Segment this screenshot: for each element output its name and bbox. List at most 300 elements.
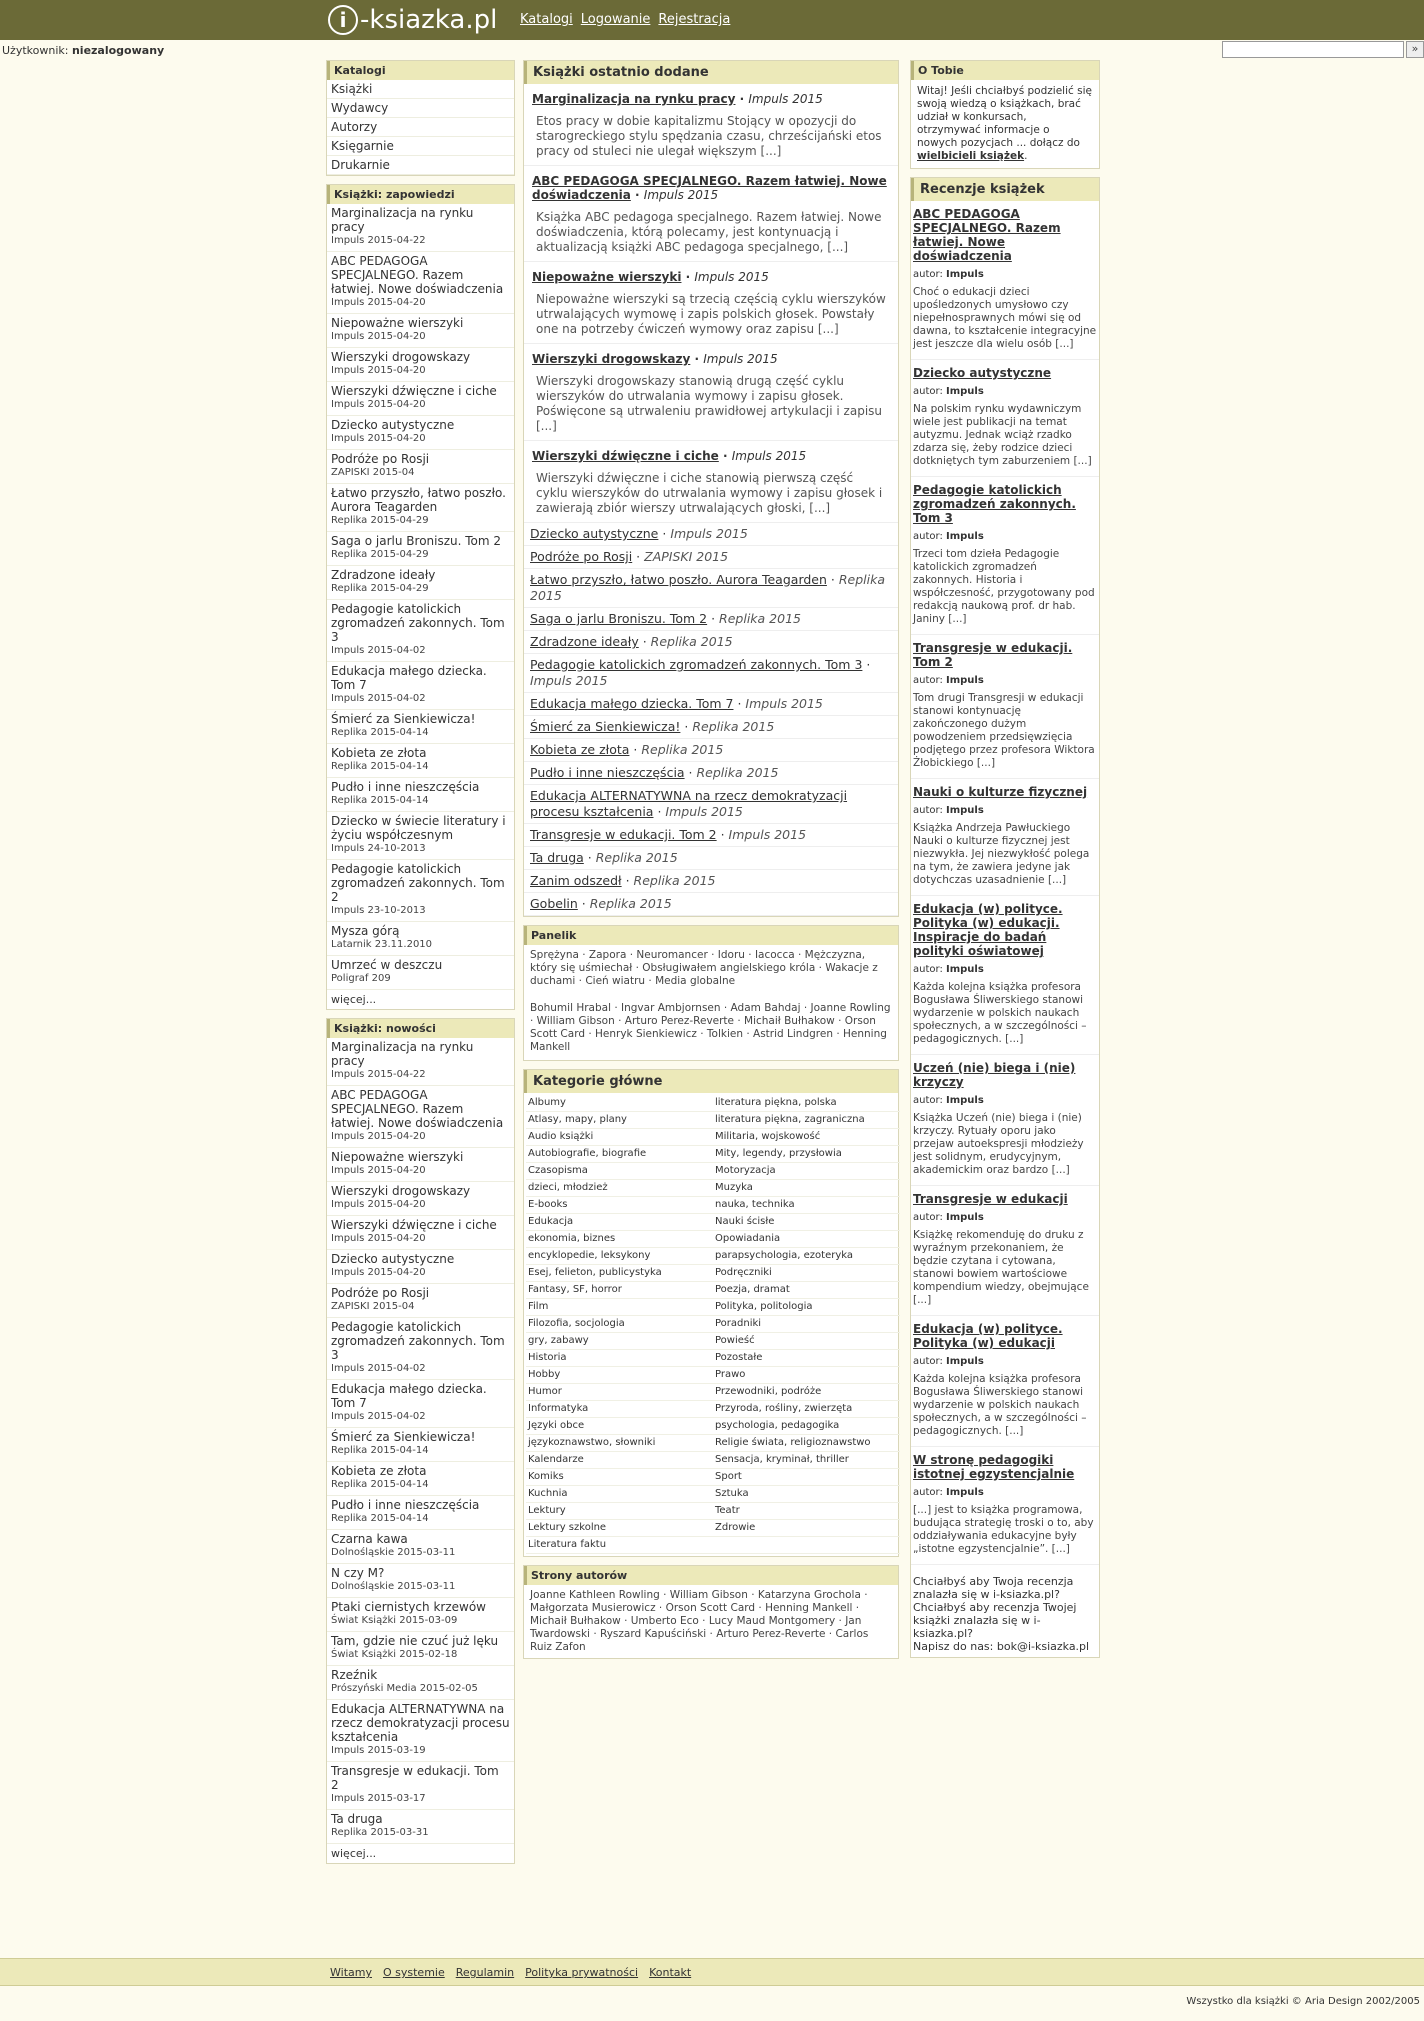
footer-link-o-systemie[interactable]: O systemie bbox=[382, 1966, 445, 1979]
category-item[interactable]: gry, zabawy bbox=[526, 1333, 713, 1350]
about-title: O Tobie bbox=[911, 61, 1099, 80]
review-title-link[interactable]: Pedagogie katolickich zgromadzeń zakonnych. Tom 3 bbox=[913, 483, 1076, 525]
review-author bbox=[913, 1356, 1097, 1367]
featured-book-desc: Etos pracy w dobie kapitalizmu Stojący w opozycji do starogreckiego stylu spędzania czasu, chrześcijański etos pracy od stuleci nie ulegał większym [...] bbox=[536, 114, 882, 158]
review-title bbox=[913, 1192, 1097, 1206]
book-title[interactable]: Ptaki ciernistych krzewów bbox=[331, 1600, 486, 1614]
book-list-item[interactable] bbox=[327, 1216, 514, 1250]
featured-book-heading: Wierszyki dźwięczne i ciche · Impuls 2015 bbox=[532, 449, 807, 463]
reviews-footer bbox=[911, 1565, 1099, 1657]
reviews-foot-line: Chciałbyś aby recenzja Twojej książki znalazła się w i-ksiazka.pl? bbox=[913, 1601, 1077, 1640]
category-item[interactable]: psychologia, pedagogika bbox=[713, 1418, 900, 1435]
recent-book-title[interactable]: Transgresje w edukacji. Tom 2 bbox=[530, 827, 717, 842]
recent-book-row: Dziecko autystyczne · Impuls 2015 bbox=[524, 523, 898, 546]
category-item[interactable]: Mity, legendy, przysłowia bbox=[713, 1146, 900, 1163]
book-title[interactable]: Mysza górą bbox=[331, 924, 400, 938]
review-title bbox=[913, 1322, 1097, 1350]
book-title[interactable]: N czy M? bbox=[331, 1566, 385, 1580]
category-item[interactable]: Sztuka bbox=[713, 1486, 900, 1503]
category-item[interactable]: Pozostałe bbox=[713, 1350, 900, 1367]
review-author-name: Impuls bbox=[946, 1212, 984, 1223]
recent-book-title[interactable]: Edukacja ALTERNATYWNA na rzecz demokratyzacji procesu kształcenia bbox=[530, 788, 848, 819]
book-publisher-date: Replika 2015-04-14 bbox=[331, 1479, 429, 1490]
top-nav bbox=[520, 12, 730, 27]
book-list-item[interactable] bbox=[327, 450, 514, 484]
recent-book-title[interactable]: Zdradzone ideały bbox=[530, 634, 639, 649]
catalog-item[interactable]: Drukarnie bbox=[327, 156, 514, 175]
book-publisher-date: Impuls 2015-04-02 bbox=[331, 1363, 426, 1374]
category-item[interactable]: Informatyka bbox=[526, 1401, 713, 1418]
recent-book-row: Śmierć za Sienkiewicza! · Replika 2015 bbox=[524, 716, 898, 739]
catalog-item[interactable]: Księgarnie bbox=[327, 137, 514, 156]
book-publisher-date: Impuls 2015-04-22 bbox=[331, 1069, 426, 1080]
upcoming-more-link[interactable]: więcej... bbox=[331, 993, 377, 1006]
category-item[interactable]: Prawo bbox=[713, 1367, 900, 1384]
book-list-item[interactable] bbox=[327, 1250, 514, 1284]
recent-book-publisher: Impuls 2015 bbox=[665, 804, 743, 819]
middle-column bbox=[523, 60, 899, 1667]
category-item[interactable]: Filozofia, socjologia bbox=[526, 1316, 713, 1333]
book-publisher-date: Impuls 2015-04-20 bbox=[331, 1165, 426, 1176]
category-item[interactable]: Opowiadania bbox=[713, 1231, 900, 1248]
categories-title: Kategorie główne bbox=[524, 1070, 898, 1093]
contact-email[interactable]: Napisz do nas: bok@i-ksiazka.pl bbox=[913, 1640, 1090, 1653]
book-list-item[interactable] bbox=[327, 662, 514, 710]
category-item[interactable]: Poezja, dramat bbox=[713, 1282, 900, 1299]
book-title[interactable]: Śmierć za Sienkiewicza! bbox=[331, 712, 476, 726]
search-button[interactable]: » bbox=[1406, 41, 1424, 58]
category-item[interactable]: Powieść bbox=[713, 1333, 900, 1350]
featured-book bbox=[524, 166, 898, 262]
category-item[interactable]: E-books bbox=[526, 1197, 713, 1214]
recent-book-title[interactable]: Zanim odszedł bbox=[530, 873, 622, 888]
review-author-label: autor: bbox=[913, 805, 943, 816]
book-title[interactable]: Pudło i inne nieszczęścia bbox=[331, 1498, 480, 1512]
book-list-item[interactable] bbox=[327, 1564, 514, 1598]
book-list-item[interactable] bbox=[327, 1462, 514, 1496]
book-title[interactable]: Pedagogie katolickich zgromadzeń zakonnych. Tom 3 bbox=[331, 1320, 505, 1362]
featured-book-desc: Wierszyki drogowskazy stanowią drugą część cyklu wierszyków do utrwalania wymowy i zapisu głosek. Poświęcone są utrwaleniu prawidłowej artykulacji i zapisu [...] bbox=[536, 374, 883, 433]
authors-box bbox=[523, 1565, 899, 1659]
review-item bbox=[911, 477, 1099, 635]
category-item[interactable]: dzieci, młodzież bbox=[526, 1180, 713, 1197]
category-item[interactable]: Muzyka bbox=[713, 1180, 900, 1197]
category-item[interactable]: encyklopedie, leksykony bbox=[526, 1248, 713, 1265]
category-item[interactable]: literatura piękna, zagraniczna bbox=[713, 1112, 900, 1129]
authors-text[interactable]: Joanne Kathleen Rowling · William Gibson · Katarzyna Grochola · Małgorzata Musierowicz · Orson Scott Card · Henning Mankell · Michaił Bułhakow · Umberto Eco · Lucy Maud Montgomery · Jan Twardowski · Ryszard Kapuściński · Arturo Perez-Reverte · Carlos Ruiz Zafon bbox=[530, 1589, 869, 1653]
category-item[interactable]: Podręczniki bbox=[713, 1265, 900, 1282]
book-list-item[interactable] bbox=[327, 1318, 514, 1380]
recent-book-title[interactable]: Dziecko autystyczne bbox=[530, 526, 659, 541]
nav-logowanie[interactable]: Logowanie bbox=[580, 12, 651, 27]
book-title[interactable]: Pedagogie katolickich zgromadzeń zakonnych. Tom 3 bbox=[331, 602, 505, 644]
category-item[interactable]: Humor bbox=[526, 1384, 713, 1401]
category-item[interactable]: Przyroda, rośliny, zwierzęta bbox=[713, 1401, 900, 1418]
book-publisher-date: Replika 2015-04-14 bbox=[331, 795, 429, 806]
review-author-label: autor: bbox=[913, 1212, 943, 1223]
book-list-item[interactable] bbox=[327, 956, 514, 990]
recent-book-publisher: Impuls 2015 bbox=[670, 526, 748, 541]
book-list-item[interactable] bbox=[327, 1762, 514, 1810]
book-publisher-date: Replika 2015-04-14 bbox=[331, 1513, 429, 1524]
book-title[interactable]: Transgresje w edukacji. Tom 2 bbox=[331, 1764, 499, 1792]
category-item[interactable]: Czasopisma bbox=[526, 1163, 713, 1180]
recent-book-publisher: Replika 2015 bbox=[530, 572, 885, 603]
book-list-item[interactable] bbox=[327, 1496, 514, 1530]
book-title[interactable]: Marginalizacja na rynku pracy bbox=[331, 1040, 474, 1068]
review-author-name: Impuls bbox=[946, 964, 984, 975]
category-item[interactable]: Atlasy, mapy, plany bbox=[526, 1112, 713, 1129]
book-list-item[interactable] bbox=[327, 744, 514, 778]
book-list-item[interactable] bbox=[327, 314, 514, 348]
book-title[interactable]: Tam, gdzie nie czuć już lęku bbox=[331, 1634, 499, 1648]
book-list-item[interactable] bbox=[327, 922, 514, 956]
book-title[interactable]: Niepoważne wierszyki bbox=[331, 1150, 464, 1164]
book-title[interactable]: Marginalizacja na rynku pracy bbox=[331, 206, 474, 234]
review-title bbox=[913, 483, 1097, 525]
recent-book-publisher: Replika 2015 bbox=[696, 765, 779, 780]
book-title[interactable]: Edukacja ALTERNATYWNA na rzecz demokratyzacji procesu kształcenia bbox=[331, 1702, 510, 1744]
review-title bbox=[913, 641, 1097, 669]
book-publisher-date: Impuls 2015-03-19 bbox=[331, 1745, 426, 1756]
book-list-item[interactable] bbox=[327, 1284, 514, 1318]
book-title[interactable]: Pedagogie katolickich zgromadzeń zakonnych. Tom 2 bbox=[331, 862, 505, 904]
book-list-item[interactable] bbox=[327, 1598, 514, 1632]
featured-book-publisher: Impuls 2015 bbox=[694, 270, 769, 284]
nav-rejestracja[interactable]: Rejestracja bbox=[658, 12, 731, 27]
category-item[interactable]: Lektury bbox=[526, 1503, 713, 1520]
new-books-more-link[interactable]: więcej... bbox=[331, 1847, 377, 1860]
book-list-item[interactable] bbox=[327, 710, 514, 744]
book-publisher-date: Świat Książki 2015-02-18 bbox=[331, 1649, 458, 1660]
review-text: Każda kolejna książka profesora Bogusława Śliwerskiego stanowi wydarzenie w polskich naukach społecznych, a w szczególności – pedagogicznych. [...] bbox=[913, 981, 1087, 1045]
book-title[interactable]: Rzeźnik bbox=[331, 1668, 378, 1682]
review-author-label: autor: bbox=[913, 675, 943, 686]
book-publisher-date: Dolnośląskie 2015-03-11 bbox=[331, 1547, 456, 1558]
book-title[interactable]: Śmierć za Sienkiewicza! bbox=[331, 1430, 476, 1444]
review-author bbox=[913, 805, 1097, 816]
category-item[interactable]: Lektury szkolne bbox=[526, 1520, 713, 1537]
upcoming-list bbox=[327, 204, 514, 990]
book-title[interactable]: Wierszyki drogowskazy bbox=[331, 350, 471, 364]
category-item[interactable]: Albumy bbox=[526, 1095, 713, 1112]
recent-book-row: Gobelin · Replika 2015 bbox=[524, 893, 898, 916]
review-title-link[interactable]: Dziecko autystyczne bbox=[913, 366, 1052, 380]
book-title[interactable]: ABC PEDAGOGA SPECJALNEGO. Razem łatwiej. Nowe doświadczenia bbox=[331, 1088, 504, 1130]
book-list-item[interactable] bbox=[327, 1700, 514, 1762]
category-item[interactable]: ekonomia, biznes bbox=[526, 1231, 713, 1248]
book-title[interactable]: ABC PEDAGOGA SPECJALNEGO. Razem łatwiej. Nowe doświadczenia bbox=[331, 254, 504, 296]
category-item[interactable]: Historia bbox=[526, 1350, 713, 1367]
recent-book-title[interactable]: Pudło i inne nieszczęścia bbox=[530, 765, 685, 780]
book-list-item[interactable] bbox=[327, 1182, 514, 1216]
reviews-list bbox=[911, 201, 1099, 1565]
book-title[interactable]: Umrzeć w deszczu bbox=[331, 958, 443, 972]
recent-book-publisher: Replika 2015 bbox=[692, 719, 775, 734]
review-item bbox=[911, 201, 1099, 360]
recent-book-publisher: Replika 2015 bbox=[650, 634, 733, 649]
book-title[interactable]: Łatwo przyszło, łatwo poszło. Aurora Teagarden bbox=[331, 486, 506, 514]
categories-grid bbox=[524, 1093, 898, 1556]
review-text: Choć o edukacji dzieci upośledzonych umysłowo czy niepełnosprawnych mówi się od dawna, to kształcenie integracyjne jest jeszcze dla wielu osób [...] bbox=[913, 286, 1097, 350]
book-title[interactable]: Saga o jarlu Broniszu. Tom 2 bbox=[331, 534, 502, 548]
review-title-link[interactable]: Nauki o kulturze fizycznej bbox=[913, 785, 1088, 799]
search-input[interactable] bbox=[1222, 41, 1404, 58]
site-logo[interactable] bbox=[328, 3, 497, 37]
catalog-item[interactable]: Autorzy bbox=[327, 118, 514, 137]
book-title[interactable]: Podróże po Rosji bbox=[331, 1286, 430, 1300]
user-status-value: niezalogowany bbox=[71, 44, 165, 57]
review-author-label: autor: bbox=[913, 1487, 943, 1498]
category-item[interactable]: Militaria, wojskowość bbox=[713, 1129, 900, 1146]
book-list-item[interactable] bbox=[327, 484, 514, 532]
recent-book-row: Edukacja małego dziecka. Tom 7 · Impuls 2015 bbox=[524, 693, 898, 716]
book-title[interactable]: Zdradzone ideały bbox=[331, 568, 436, 582]
book-publisher-date: Impuls 2015-04-20 bbox=[331, 365, 426, 376]
review-item bbox=[911, 1186, 1099, 1316]
book-publisher-date: Impuls 2015-03-17 bbox=[331, 1793, 426, 1804]
category-item[interactable]: Literatura faktu bbox=[526, 1537, 713, 1554]
recent-book-title[interactable]: Podróże po Rosji bbox=[530, 549, 633, 564]
short-list bbox=[524, 523, 898, 916]
review-author bbox=[913, 1212, 1097, 1223]
review-title bbox=[913, 366, 1097, 380]
book-list-item[interactable] bbox=[327, 348, 514, 382]
book-publisher-date: Impuls 2015-04-02 bbox=[331, 1411, 426, 1422]
review-item bbox=[911, 1447, 1099, 1565]
review-item bbox=[911, 635, 1099, 779]
footer-link-witamy[interactable]: Witamy bbox=[330, 1966, 372, 1979]
book-publisher-date: Replika 2015-04-14 bbox=[331, 761, 429, 772]
reviews-box bbox=[910, 177, 1100, 1658]
book-list-item[interactable] bbox=[327, 1428, 514, 1462]
book-title[interactable]: Niepoważne wierszyki bbox=[331, 316, 464, 330]
review-text: Każda kolejna książka profesora Bogusława Śliwerskiego stanowi wydarzenie w polskich naukach społecznych, a w szczególności – pedagogicznych. [...] bbox=[913, 1373, 1087, 1437]
category-item[interactable]: Sport bbox=[713, 1469, 900, 1486]
review-item bbox=[911, 360, 1099, 477]
review-title-link[interactable]: ABC PEDAGOGA SPECJALNEGO. Razem łatwiej. Nowe doświadczenia bbox=[913, 207, 1061, 263]
book-title[interactable]: Kobieta ze złota bbox=[331, 746, 427, 760]
category-item[interactable]: Audio książki bbox=[526, 1129, 713, 1146]
review-title-link[interactable]: Transgresje w edukacji bbox=[913, 1192, 1068, 1206]
review-author-name: Impuls bbox=[946, 805, 984, 816]
category-item[interactable]: nauka, technika bbox=[713, 1197, 900, 1214]
review-item bbox=[911, 779, 1099, 896]
book-title[interactable]: Edukacja małego dziecka. Tom 7 bbox=[331, 664, 487, 692]
book-publisher-date: Dolnośląskie 2015-03-11 bbox=[331, 1581, 456, 1592]
book-title[interactable]: Dziecko autystyczne bbox=[331, 418, 455, 432]
recent-book-title[interactable]: Saga o jarlu Broniszu. Tom 2 bbox=[530, 611, 708, 626]
category-item[interactable]: Kalendarze bbox=[526, 1452, 713, 1469]
review-title bbox=[913, 1061, 1097, 1089]
category-item[interactable]: Polityka, politologia bbox=[713, 1299, 900, 1316]
category-item[interactable]: Motoryzacja bbox=[713, 1163, 900, 1180]
featured-book bbox=[524, 84, 898, 166]
book-list-item[interactable] bbox=[327, 1530, 514, 1564]
book-publisher-date: Replika 2015-04-29 bbox=[331, 549, 429, 560]
featured-book-publisher: Impuls 2015 bbox=[643, 188, 719, 202]
featured-book-title[interactable]: Niepoważne wierszyki bbox=[532, 270, 682, 284]
book-list-item[interactable] bbox=[327, 1086, 514, 1148]
book-title[interactable]: Podróże po Rosji bbox=[331, 452, 430, 466]
book-list-item[interactable] bbox=[327, 252, 514, 314]
nav-katalogi[interactable]: Katalogi bbox=[520, 12, 573, 27]
copyright: Wszystko dla książki © Aria Design 2002/2005 bbox=[1186, 1996, 1420, 2007]
recent-book-publisher: Replika 2015 bbox=[641, 742, 724, 757]
recent-book-title[interactable]: Pedagogie katolickich zgromadzeń zakonnych. Tom 3 bbox=[530, 657, 863, 672]
catalog-item[interactable]: Książki bbox=[327, 80, 514, 99]
recent-book-row: Transgresje w edukacji. Tom 2 · Impuls 2015 bbox=[524, 824, 898, 847]
category-item[interactable]: Esej, felieton, publicystyka bbox=[526, 1265, 713, 1282]
book-publisher-date: Impuls 24-10-2013 bbox=[331, 843, 426, 854]
category-item[interactable]: Hobby bbox=[526, 1367, 713, 1384]
category-item[interactable]: parapsychologia, ezoteryka bbox=[713, 1248, 900, 1265]
join-link[interactable]: wielbicieli książek bbox=[917, 150, 1025, 162]
review-title-link[interactable]: W stronę pedagogiki istotnej egzystencjalnie bbox=[913, 1453, 1075, 1481]
category-item[interactable]: Sensacja, kryminał, thriller bbox=[713, 1452, 900, 1469]
panel-authors[interactable]: Bohumil Hrabal · Ingvar Ambjornsen · Adam Bahdaj · Joanne Rowling · William Gibson · Arturo Perez-Reverte · Michaił Bułhakow · Orson Scott Card · Henryk Sienkiewicz · Tolkien · Astrid Lindgren · Henning Mankell bbox=[530, 1002, 891, 1053]
featured-book-title[interactable]: Wierszyki drogowskazy bbox=[532, 352, 691, 366]
category-item[interactable]: Teatr bbox=[713, 1503, 900, 1520]
book-list-item[interactable] bbox=[327, 778, 514, 812]
category-item[interactable]: Języki obce bbox=[526, 1418, 713, 1435]
book-title[interactable]: Ta druga bbox=[331, 1812, 383, 1826]
category-item[interactable]: Nauki ścisłe bbox=[713, 1214, 900, 1231]
book-publisher-date: Impuls 2015-04-20 bbox=[331, 331, 426, 342]
book-publisher-date: Impuls 2015-04-02 bbox=[331, 645, 426, 656]
book-title[interactable]: Pudło i inne nieszczęścia bbox=[331, 780, 480, 794]
book-list-item[interactable] bbox=[327, 382, 514, 416]
catalogs-title: Katalogi bbox=[327, 61, 514, 80]
featured-book-title[interactable]: Wierszyki dźwięczne i ciche bbox=[532, 449, 719, 463]
recent-book-row: Podróże po Rosji · ZAPISKI 2015 bbox=[524, 546, 898, 569]
book-title[interactable]: Kobieta ze złota bbox=[331, 1464, 427, 1478]
featured-book-heading: Marginalizacja na rynku pracy · Impuls 2015 bbox=[532, 92, 823, 106]
recent-book-title[interactable]: Edukacja małego dziecka. Tom 7 bbox=[530, 696, 734, 711]
recent-book-title[interactable]: Gobelin bbox=[530, 896, 578, 911]
category-item[interactable]: Przewodniki, podróże bbox=[713, 1384, 900, 1401]
review-item bbox=[911, 1316, 1099, 1447]
category-item[interactable]: literatura piękna, polska bbox=[713, 1095, 900, 1112]
book-list-item[interactable] bbox=[327, 812, 514, 860]
book-list-item[interactable] bbox=[327, 1038, 514, 1086]
book-title[interactable]: Czarna kawa bbox=[331, 1532, 408, 1546]
category-item[interactable]: Zdrowie bbox=[713, 1520, 900, 1537]
book-list-item[interactable] bbox=[327, 532, 514, 566]
catalog-item[interactable]: Wydawcy bbox=[327, 99, 514, 118]
reviews-title: Recenzje książek bbox=[911, 178, 1099, 201]
footer-bar bbox=[0, 1958, 1424, 1986]
panel-books[interactable]: Sprężyna · Zapora · Neuromancer · Idoru · Iacocca · Mężczyzna, który się uśmiechał · Obsługiwałem angielskiego króla · Wakacje z duchami · Cień wiatru · Media globalne bbox=[530, 949, 878, 987]
category-item[interactable]: Autobiografie, biografie bbox=[526, 1146, 713, 1163]
footer-link-polityka[interactable]: Polityka prywatności bbox=[525, 1966, 639, 1979]
book-list-item[interactable] bbox=[327, 566, 514, 600]
about-box bbox=[910, 60, 1100, 169]
book-publisher-date: Replika 2015-04-14 bbox=[331, 727, 429, 738]
book-list-item[interactable] bbox=[327, 600, 514, 662]
recent-book-title[interactable]: Śmierć za Sienkiewicza! bbox=[530, 719, 681, 734]
category-item[interactable]: Edukacja bbox=[526, 1214, 713, 1231]
book-publisher-date: Impuls 2015-04-20 bbox=[331, 1131, 426, 1142]
book-title[interactable]: Dziecko w świecie literatury i życiu współczesnym bbox=[331, 814, 506, 842]
book-list-item[interactable] bbox=[327, 1380, 514, 1428]
recent-books-title: Książki ostatnio dodane bbox=[524, 61, 898, 84]
recent-book-title[interactable]: Łatwo przyszło, łatwo poszło. Aurora Teagarden bbox=[530, 572, 827, 587]
review-author bbox=[913, 964, 1097, 975]
review-author-name: Impuls bbox=[946, 269, 984, 280]
book-title[interactable]: Dziecko autystyczne bbox=[331, 1252, 455, 1266]
review-title-link[interactable]: Transgresje w edukacji. Tom 2 bbox=[913, 641, 1073, 669]
book-list-item[interactable] bbox=[327, 860, 514, 922]
category-item[interactable]: językoznawstwo, słowniki bbox=[526, 1435, 713, 1452]
recent-book-title[interactable]: Kobieta ze złota bbox=[530, 742, 630, 757]
recent-book-publisher: Replika 2015 bbox=[589, 896, 672, 911]
book-list-item[interactable] bbox=[327, 416, 514, 450]
book-title[interactable]: Wierszyki dźwięczne i ciche bbox=[331, 1218, 497, 1232]
logo-i-icon: i bbox=[328, 5, 358, 35]
book-list-item[interactable] bbox=[327, 1148, 514, 1182]
panel-title: Panelik bbox=[524, 926, 898, 945]
book-list-item[interactable] bbox=[327, 1666, 514, 1700]
about-body: Witaj! Jeśli chciałbyś podzielić się swoją wiedzą o książkach, brać udział w konkursach, otrzymywać informacje o nowych pozycjach ... dołącz do bbox=[917, 85, 1092, 149]
review-author-label: autor: bbox=[913, 531, 943, 542]
category-item[interactable]: Kuchnia bbox=[526, 1486, 713, 1503]
book-publisher-date: Impuls 2015-04-20 bbox=[331, 1233, 426, 1244]
new-books-box bbox=[326, 1018, 515, 1864]
review-title-link[interactable]: Edukacja (w) polityce. Polityka (w) edukacji. Inspiracje do badań polityki oświatowej bbox=[913, 902, 1063, 958]
book-publisher-date: Impuls 2015-04-20 bbox=[331, 1199, 426, 1210]
recent-book-title[interactable]: Ta druga bbox=[530, 850, 584, 865]
review-author bbox=[913, 1095, 1097, 1106]
category-item[interactable]: Poradniki bbox=[713, 1316, 900, 1333]
book-publisher-date: Replika 2015-04-14 bbox=[331, 1445, 429, 1456]
book-title[interactable]: Wierszyki drogowskazy bbox=[331, 1184, 471, 1198]
featured-book-title[interactable]: Marginalizacja na rynku pracy bbox=[532, 92, 736, 106]
footer-link-kontakt[interactable]: Kontakt bbox=[649, 1966, 692, 1979]
book-list-item[interactable] bbox=[327, 1632, 514, 1666]
book-publisher-date: ZAPISKI 2015-04 bbox=[331, 467, 415, 478]
category-item[interactable]: Film bbox=[526, 1299, 713, 1316]
recent-book-publisher: ZAPISKI 2015 bbox=[644, 549, 729, 564]
catalogs-list bbox=[327, 80, 514, 175]
review-title-link[interactable]: Uczeń (nie) biega i (nie) krzyczy bbox=[913, 1061, 1076, 1089]
review-author-name: Impuls bbox=[946, 1356, 984, 1367]
book-publisher-date: Świat Książki 2015-03-09 bbox=[331, 1615, 458, 1626]
book-publisher-date: ZAPISKI 2015-04 bbox=[331, 1301, 415, 1312]
review-author bbox=[913, 531, 1097, 542]
book-list-item[interactable] bbox=[327, 204, 514, 252]
book-title[interactable]: Wierszyki dźwięczne i ciche bbox=[331, 384, 497, 398]
panel-text bbox=[524, 945, 898, 1060]
about-text bbox=[911, 80, 1099, 168]
category-item[interactable]: Religie świata, religioznawstwo bbox=[713, 1435, 900, 1452]
book-publisher-date: Impuls 2015-04-22 bbox=[331, 235, 426, 246]
review-title-link[interactable]: Edukacja (w) polityce. Polityka (w) edukacji bbox=[913, 1322, 1063, 1350]
recent-book-publisher: Replika 2015 bbox=[719, 611, 801, 626]
new-books-list bbox=[327, 1038, 514, 1844]
recent-book-row: Zdradzone ideały · Replika 2015 bbox=[524, 631, 898, 654]
book-title[interactable]: Edukacja małego dziecka. Tom 7 bbox=[331, 1382, 487, 1410]
category-item[interactable]: Fantasy, SF, horror bbox=[526, 1282, 713, 1299]
review-text: Książkę rekomenduję do druku z wyraźnym przekonaniem, że będzie czytana i cytowana, stanowi bowiem wartościowe kompendium wiedzy, obejmujące [...] bbox=[913, 1229, 1089, 1306]
featured-book-title[interactable]: ABC PEDAGOGA SPECJALNEGO. Razem łatwiej. Nowe doświadczenia bbox=[532, 174, 887, 202]
featured-book-heading: ABC PEDAGOGA SPECJALNEGO. Razem łatwiej. Nowe doświadczenia · Impuls 2015 bbox=[532, 174, 887, 202]
book-publisher-date: Impuls 2015-04-20 bbox=[331, 1267, 426, 1278]
review-text: Na polskim rynku wydawniczym wiele jest publikacji na temat autyzmu. Jednak wciąż rzadko zdarza się, żeby rodzice dzieci dotkniętych tym zaburzeniem [...] bbox=[913, 403, 1092, 467]
footer-link-regulamin[interactable]: Regulamin bbox=[455, 1966, 515, 1979]
category-item[interactable]: Komiks bbox=[526, 1469, 713, 1486]
book-list-item[interactable] bbox=[327, 1810, 514, 1844]
